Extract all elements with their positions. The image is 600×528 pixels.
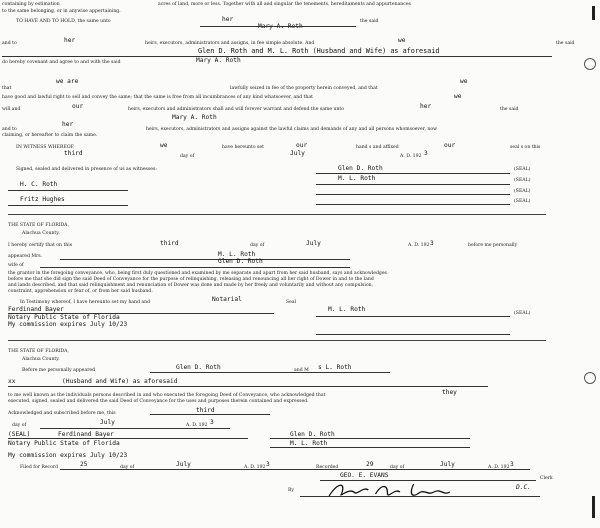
typed-entry: we xyxy=(160,142,168,149)
deed-line: do hereby covenant and agree to and with the said xyxy=(2,60,121,65)
deed-line: day of xyxy=(180,154,195,159)
deed-line: IN WITNESS WHEREOF, xyxy=(16,145,75,150)
typed-entry: Glen D. Roth xyxy=(338,165,383,172)
typed-entry: M. L. Roth xyxy=(218,251,256,258)
filing-line: day of xyxy=(120,465,135,470)
deed-line: that xyxy=(2,86,12,91)
deed-line: the said xyxy=(500,107,519,112)
typed-entry: her xyxy=(64,37,76,44)
section-divider xyxy=(8,340,546,341)
typed-entry: 29 xyxy=(366,461,374,468)
typed-entry: Glen D. Roth xyxy=(290,431,335,438)
typed-entry: 25 xyxy=(80,461,88,468)
deed-line: claiming, or hereafter to claim the same. xyxy=(2,133,98,138)
typed-entry: July xyxy=(290,150,305,157)
typed-entry: My commission expires July 10/23 xyxy=(8,321,128,328)
deed-line: will and xyxy=(2,107,21,112)
typed-entry: Notary Public State of Florida xyxy=(8,440,120,447)
typed-entry: 3 xyxy=(266,461,270,468)
county-heading: Alachua County. xyxy=(22,357,60,362)
deed-line: TO HAVE AND TO HOLD, the same unto xyxy=(16,19,111,24)
cert-line: I hereby certify that on this xyxy=(8,243,73,248)
typed-entry: Notarial xyxy=(212,296,242,303)
typed-entry: they xyxy=(442,389,457,396)
typed-entry: July xyxy=(440,461,455,468)
clerk-label: Clerk xyxy=(540,476,553,481)
typed-entry: third xyxy=(160,240,179,247)
typed-entry: 3 xyxy=(210,419,214,426)
ack-line: executed, signed, sealed and delivered the said Deed of Conveyance for the uses and purposes therein contained and expressed. xyxy=(8,399,309,404)
deed-line: seal s on this xyxy=(510,145,541,150)
cert-line: the grantor in the foregoing conveyance, who, being first duly questioned and examined by me separate and apart from her said husband, says and acknowledges xyxy=(8,271,387,276)
cert-line: wife of xyxy=(8,263,24,268)
typed-entry: our xyxy=(444,142,456,149)
seal-label: (SEAL) xyxy=(514,199,531,204)
by-label: By xyxy=(288,488,294,493)
seal-label: (SEAL) xyxy=(514,311,531,316)
deed-line: A. D. 192 xyxy=(400,154,422,159)
typed-entry: we xyxy=(398,37,406,44)
section-divider xyxy=(8,214,546,215)
seal-label: (SEAL) xyxy=(514,189,531,194)
deed-line: have good and lawful right to sell and convey the same; that the same is free from all incumbrances of any kind whatsoever, and that xyxy=(2,95,313,100)
deed-line: the said xyxy=(556,41,575,46)
deputy-clerk-initials: D.C. xyxy=(516,484,531,491)
ack-line: A. D. 192 xyxy=(186,423,208,428)
typed-entry: xx xyxy=(8,378,16,385)
deed-line: Signed, sealed and delivered in presence of us as witnesses: xyxy=(16,167,157,172)
filing-line: Filed for Record xyxy=(20,465,59,470)
punch-hole-bottom xyxy=(584,372,596,384)
typed-entry: Mary A. Roth xyxy=(258,23,303,30)
typed-entry: Glen D. Roth xyxy=(218,258,263,265)
typed-entry: Glen D. Roth and M. L. Roth (Husband and Wife) as aforesaid xyxy=(198,47,440,55)
filing-line: A. D. 192 xyxy=(244,465,266,470)
typed-entry: Ferdinand Bayer xyxy=(58,431,114,438)
cert-line: before me that she did sign the said Deed of Conveyance for the purpose of relinquishing, releasing and renouncing all her right of Dower in and to the land xyxy=(8,277,374,282)
ack-line: Acknowledged and subscribed before me, this xyxy=(8,411,116,416)
punch-hole-top xyxy=(584,58,596,70)
seal-label: (SEAL) xyxy=(514,167,531,172)
typed-entry: our xyxy=(296,142,308,149)
ack-line: Before me personally appeared xyxy=(22,368,96,373)
ack-line: and M xyxy=(294,368,309,373)
typed-entry: Mary A. Roth xyxy=(172,114,217,121)
filing-line: day of xyxy=(390,465,405,470)
deed-line: the said xyxy=(360,19,379,24)
typed-entry: we xyxy=(454,93,462,100)
typed-entry: third xyxy=(64,150,83,157)
typed-entry: M. L. Roth xyxy=(328,306,366,313)
typed-entry: her xyxy=(420,103,432,110)
typed-entry: M. L. Roth xyxy=(290,440,328,447)
filing-line: A. D. 192 xyxy=(488,465,510,470)
typed-entry: My commission expires July 10/23 xyxy=(8,452,128,459)
deed-line: heirs, executors and administrators shall and will forever warrant and defend the same unto xyxy=(128,107,345,112)
cert-line: In Testimony whereof, I have hereunto set my hand and xyxy=(20,300,151,305)
typed-entry: July xyxy=(306,240,321,247)
typed-entry: H. C. Roth xyxy=(20,181,58,188)
deed-line: and to xyxy=(2,41,17,46)
typed-entry: July xyxy=(100,419,115,426)
typed-entry: 3 xyxy=(510,461,514,468)
deed-line: containing by estimation xyxy=(2,2,60,7)
typed-entry: we are xyxy=(56,78,79,85)
typed-entry: Mary A. Roth xyxy=(196,57,241,64)
county-heading: Alachua County. xyxy=(22,231,60,236)
deed-line: and to xyxy=(2,127,17,132)
typed-entry: her xyxy=(62,121,74,128)
typed-entry: Fritz Hughes xyxy=(20,196,65,203)
typed-entry: s L. Roth xyxy=(318,364,352,371)
deed-line: hand s and affixed xyxy=(356,145,399,150)
deed-line: have hereunto set xyxy=(222,145,264,150)
seal-label: (SEAL) xyxy=(514,178,531,183)
typed-entry: July xyxy=(176,461,191,468)
cert-line: and lands described, and that said relinquishment and renunciation of Dower was done and made by her freely and voluntarily and without any compulsion, xyxy=(8,283,374,288)
cert-line: appeared Mrs. xyxy=(8,254,43,259)
deed-line: heirs, executors, administrators and assigns against the lawful claims and demands of any and all persons whomsoever, now xyxy=(146,127,438,132)
deed-line: heirs, executors, administrators and assigns, in fee simple absolute. And xyxy=(145,41,315,46)
typed-entry: M. L. Roth xyxy=(338,175,376,182)
ack-line: day of xyxy=(12,423,27,428)
typed-entry: third xyxy=(196,407,215,414)
state-heading: THE STATE OF FLORIDA, xyxy=(8,223,69,228)
cert-line: constraint, apprehension or fear of, or from her said husband. xyxy=(8,289,153,294)
ack-line: to me well known as the individuals persons described in and who executed the foregoing Deed of Conveyance, who acknowledged that xyxy=(8,393,326,398)
typed-entry: 3 xyxy=(424,150,428,157)
state-heading: THE STATE OF FLORIDA, xyxy=(8,349,69,354)
cert-line: before me personally xyxy=(468,243,518,248)
binder-mark-top xyxy=(592,6,595,20)
typed-entry: (SEAL) xyxy=(8,431,31,438)
cert-line: A. D. 192 xyxy=(408,243,430,248)
filing-line: Recorded xyxy=(316,465,339,470)
typed-entry: her xyxy=(222,16,234,23)
clerk-name: GEO. E. EVANS xyxy=(340,472,389,479)
typed-entry: (Husband and Wife) as aforesaid xyxy=(62,378,178,385)
typed-entry: we xyxy=(460,78,468,85)
cert-line: day of xyxy=(250,243,265,248)
cert-line: Seal xyxy=(286,300,297,305)
deed-line: acres of land, more or less. Together with all and singular the tenements, hereditaments and appurtenances xyxy=(158,2,411,7)
binder-mark-bottom xyxy=(592,496,595,518)
typed-entry: 3 xyxy=(430,240,434,247)
deed-line: to the same belonging, or in anywise appertaining. xyxy=(2,9,121,14)
typed-entry: our xyxy=(72,103,84,110)
deed-line: lawfully seized in fee of the property herein conveyed, and that xyxy=(230,86,378,91)
typed-entry: Ferdinand Bayer xyxy=(8,306,64,313)
deputy-clerk-signature xyxy=(326,480,491,503)
typed-entry: Glen D. Roth xyxy=(176,364,221,371)
typed-entry: Notary Public State of Florida xyxy=(8,314,120,321)
